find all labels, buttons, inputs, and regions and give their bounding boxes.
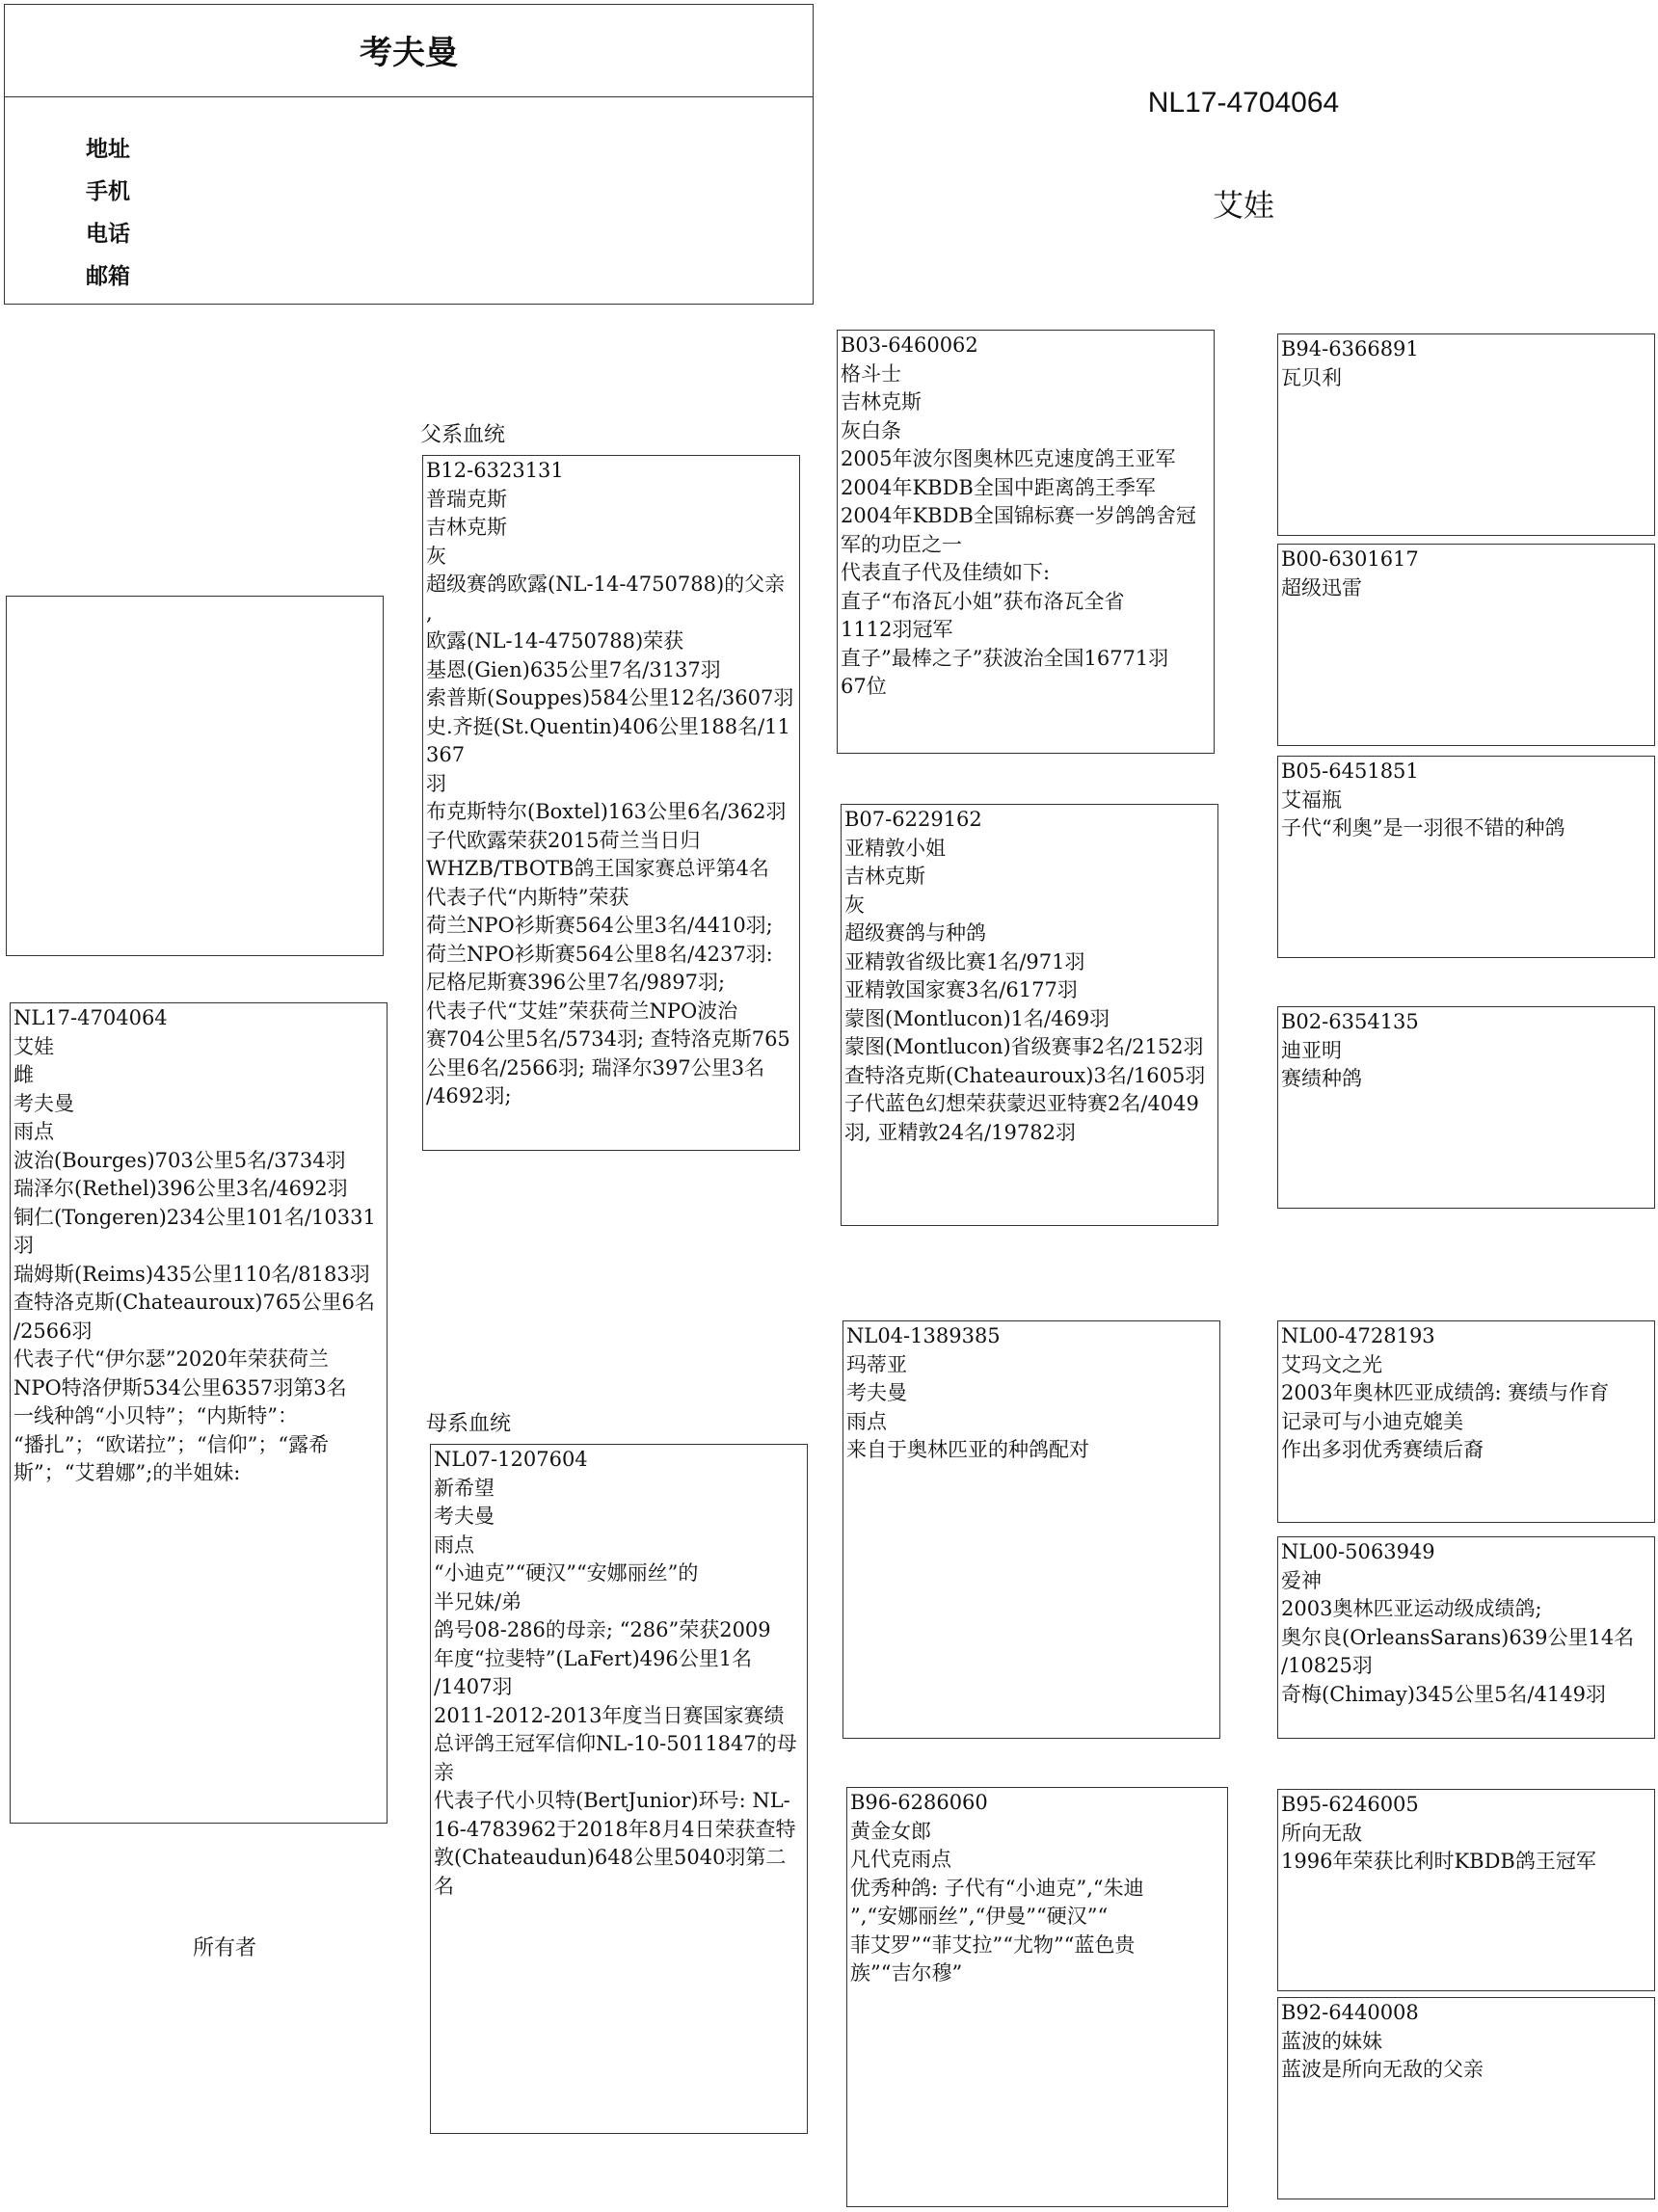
info-line: /10825羽 [1281,1654,1373,1677]
ring-number: B00-6301617 [1281,547,1419,571]
info-line: 2011-2012-2013年度当日赛国家赛绩 [434,1703,785,1727]
info-line: 1112羽冠军 [841,618,953,641]
info-line: 布克斯特尔(Boxtel)163公里6名/362羽 [426,800,787,823]
email-label: 邮箱 [86,264,130,289]
pigeon-name-line: 亚精敦小姐 [844,836,946,860]
pigeon-name-line: 艾娃 [13,1034,54,1058]
ring-number: B03-6460062 [841,333,978,357]
ring-number: B02-6354135 [1281,1010,1419,1033]
info-line: 吉林克斯 [841,390,922,413]
photo-placeholder [6,596,384,956]
dam-sire-card [842,1320,1220,1739]
info-line: 赛绩种鸽 [1281,1067,1362,1090]
info-line: NPO特洛伊斯534公里6357羽第3名 [13,1375,347,1399]
pigeon-name: 艾娃 [1212,187,1274,224]
info-line: /1407羽 [434,1675,513,1698]
ring-number: B05-6451851 [1281,760,1419,783]
pigeon-name-line: 超级迅雷 [1281,575,1362,600]
info-line: 2003年奥林匹亚成绩鸽: 赛绩与作育 [1281,1381,1610,1404]
info-line: 代表子代“伊尔瑟”2020年荣获荷兰 [13,1347,329,1371]
info-line: 斯”；“艾碧娜”;的半姐妹: [13,1461,241,1484]
info-line: 半兄妹/弟 [434,1589,522,1613]
info-line: 超级赛鸽欧露(NL-14-4750788)的父亲 [426,573,786,596]
pigeon-name-line: 普瑞克斯 [426,487,507,511]
sire-dam-card [841,804,1218,1226]
info-line: 优秀种鸽: 子代有“小迪克”,“朱迪 [850,1876,1144,1900]
info-line: 记录可与小迪克媲美 [1281,1409,1463,1433]
info-line: 公里6名/2566羽; 瑞泽尔397公里3名 [426,1055,765,1079]
info-line: 考夫曼 [13,1091,74,1115]
info-line: 吉林克斯 [426,516,507,539]
ring-number: B07-6229162 [844,808,982,831]
info-line: 考夫曼 [846,1381,907,1404]
pigeon-name-line: 迪亚明 [1281,1038,1342,1062]
info-line: 蒙图(Montlucon)1名/469羽 [844,1006,1110,1030]
info-line: 雨点 [434,1532,474,1557]
info-line: 16-4783962于2018年8月4日荣获查特 [434,1817,796,1841]
info-line: 敦(Chateaudun)648公里5040羽第二名 [434,1846,787,1898]
pigeon-ring-number: NL17-4704064 [1147,87,1340,119]
phone-label: 电话 [86,222,130,247]
subject-pigeon-card [10,1002,388,1824]
info-line: 尼格尼斯赛396公里7名/9897羽; [426,971,726,994]
info-line: 波治(Bourges)703公里5名/3734羽 [13,1148,346,1172]
info-line: /4692羽; [426,1084,512,1107]
pigeon-name-line: 蓝波的妹妹 [1281,2029,1382,2053]
pigeon-name-line: 艾玛文之光 [1281,1352,1382,1376]
ring-number: NL00-5063949 [1281,1540,1435,1563]
info-line: 作出多羽优秀赛绩后裔 [1281,1438,1484,1461]
info-line: 考夫曼 [434,1505,495,1528]
dam-line-label: 母系血统 [426,1412,512,1436]
pigeon-name-line: 瓦贝利 [1281,365,1342,389]
info-line: 直子“布洛瓦小姐”获布洛瓦全省 [841,589,1125,613]
ring-number: B92-6440008 [1281,2001,1419,2024]
info-line: 2004年KBDB全国锦标赛一岁鸽鸽舍冠 [841,504,1196,527]
info-line: 蒙图(Montlucon)省级赛事2名/2152羽 [844,1035,1204,1058]
info-line: 2004年KBDB全国中距离鸽王季军 [841,475,1156,499]
info-line: 赛704公里5名/5734羽; 查特洛克斯765 [426,1027,790,1051]
dam-dam-dam-card [1277,1997,1655,2199]
sire-sire-sire-card [1277,333,1655,536]
info-line: 子代欧露荣获2015荷兰当日归 [426,828,701,852]
info-line: 雨点 [13,1120,54,1143]
info-line: 凡代克雨点 [850,1848,951,1871]
info-line: 铜仁(Tongeren)234公里101名/10331羽 [13,1205,376,1257]
address-label: 地址 [86,137,130,162]
info-line: 荷兰NPO衫斯赛564公里3名/4410羽; [426,914,773,937]
info-line: 雌 [13,1063,34,1086]
info-line: 2005年波尔图奥林匹克速度鸽王亚军 [841,447,1176,470]
sire-dam-dam-card [1277,1006,1655,1209]
dam-sire-dam-card [1277,1536,1655,1739]
info-line: 吉林克斯 [844,865,925,888]
info-line: 菲艾罗”“菲艾拉”“尤物”“蓝色贵 [850,1932,1136,1957]
ring-number: NL17-4704064 [13,1006,168,1029]
ring-number: B94-6366891 [1281,337,1419,360]
info-line: 雨点 [846,1409,887,1433]
info-line: 瑞泽尔(Rethel)396公里3名/4692羽 [13,1177,348,1200]
info-line: 代表子代“艾娃”荣获荷兰NPO波治 [426,999,738,1023]
info-line: 总评鸽王冠军信仰NL-10-5011847的母 [434,1732,797,1755]
pigeon-name-line: 格斗士 [841,361,901,386]
pigeon-name-line: 艾福瓶 [1281,787,1342,812]
dam-sire-sire-card [1277,1320,1655,1523]
info-line: 来自于奥林匹亚的种鸽配对 [846,1438,1089,1461]
info-line: 族”“吉尔穆” [850,1961,963,1985]
info-line: 羽 [426,771,446,795]
info-line: 代表直子代及佳绩如下: [841,561,1051,584]
owner-label: 所有者 [193,1936,257,1960]
info-line: 蓝波是所向无敌的父亲 [1281,2058,1484,2081]
info-line: 基恩(Gien)635公里7名/3137羽 [426,657,721,681]
dam-card [430,1444,808,2134]
info-line: 奇梅(Chimay)345公里5名/4149羽 [1281,1682,1606,1706]
sire-dam-sire-card [1277,756,1655,958]
ring-number: NL07-1207604 [434,1448,588,1471]
pigeon-name-line: 所向无敌 [1281,1821,1362,1845]
breeder-name: 考夫曼 [5,5,813,97]
sire-sire-dam-card [1277,544,1655,746]
info-line: 一线种鸽“小贝特”；“内斯特”： [13,1404,298,1427]
info-line: 年度“拉斐特”(LaFert)496公里1名 [434,1646,753,1670]
sire-line-label: 父系血统 [420,423,506,447]
info-line: 代表子代“内斯特”荣获 [426,885,629,909]
info-line: 军的功臣之一 [841,532,962,556]
info-line: 子代蓝色幻想荣获蒙迟亚特赛2名/4049 [844,1092,1199,1115]
contact-labels [86,128,130,298]
ring-number: NL04-1389385 [846,1324,1001,1347]
info-line: /2566羽 [13,1319,93,1343]
info-line: 超级赛鸽与种鸽 [844,921,986,945]
info-line: 灰白条 [841,418,901,442]
info-line: “播扎”；“欧诺拉”；“信仰”；“露希 [13,1432,330,1456]
info-line: 灰 [844,893,865,917]
info-line: 索普斯(Souppes)584公里12名/3607羽 [426,686,794,709]
ring-number: NL00-4728193 [1281,1324,1435,1347]
info-line: 1996年荣获比利时KBDB鸽王冠军 [1281,1850,1596,1873]
info-line: , [426,600,433,625]
info-line: 奥尔良(OrleansSarans)639公里14名 [1281,1625,1635,1649]
pigeon-name-line: 玛蒂亚 [846,1352,907,1376]
ring-number: B96-6286060 [850,1791,988,1814]
dam-dam-sire-card [1277,1789,1655,1991]
pigeon-name-line: 爱神 [1281,1568,1322,1592]
pigeon-name-line: 新希望 [434,1476,495,1500]
info-line: 代表子代小贝特(BertJunior)环号: NL- [434,1789,790,1812]
ring-number: B95-6246005 [1281,1793,1419,1816]
sire-sire-card [837,330,1215,754]
info-line: 鸽号08-286的母亲; “286”荣获2009 [434,1618,771,1641]
sire-card [422,455,800,1151]
info-line: 直子”最棒之子”获波治全国16771羽 [841,646,1169,670]
info-line: 羽, 亚精敦24名/19782羽 [844,1120,1076,1144]
info-line: 亲 [434,1760,454,1784]
info-line: 亚精敦国家赛3名/6177羽 [844,978,1078,1001]
info-line: 灰 [426,544,446,568]
info-line: 67位 [841,675,887,698]
dam-dam-card [846,1787,1228,2207]
info-line: “小迪克”“硬汉”“安娜丽丝”的 [434,1561,699,1585]
info-line: 瑞姆斯(Reims)435公里110名/8183羽 [13,1262,370,1286]
info-line: 2003奥林匹亚运动级成绩鸽; [1281,1597,1542,1620]
info-line: WHZB/TBOTB鸽王国家赛总评第4名 [426,857,769,880]
info-line: 查特洛克斯(Chateauroux)765公里6名 [13,1291,375,1314]
info-line: 亚精敦省级比赛1名/971羽 [844,949,1085,973]
mobile-label: 手机 [86,179,130,204]
info-line: 荷兰NPO衫斯赛564公里8名/4237羽: [426,942,773,966]
pigeon-name-line: 黄金女郎 [850,1819,931,1843]
info-line: 史.齐挺(St.Quentin)406公里188名/11367 [426,714,790,766]
ring-number: B12-6323131 [426,459,564,482]
info-line: 欧露(NL-14-4750788)荣获 [426,629,684,653]
info-line: 查特洛克斯(Chateauroux)3名/1605羽 [844,1063,1206,1087]
info-line: ”,“安娜丽丝”,“伊曼”“硬汉”“ [850,1905,1109,1928]
breeder-header [4,4,814,305]
info-line: 子代“利奥”是一羽很不错的种鸽 [1281,816,1565,839]
